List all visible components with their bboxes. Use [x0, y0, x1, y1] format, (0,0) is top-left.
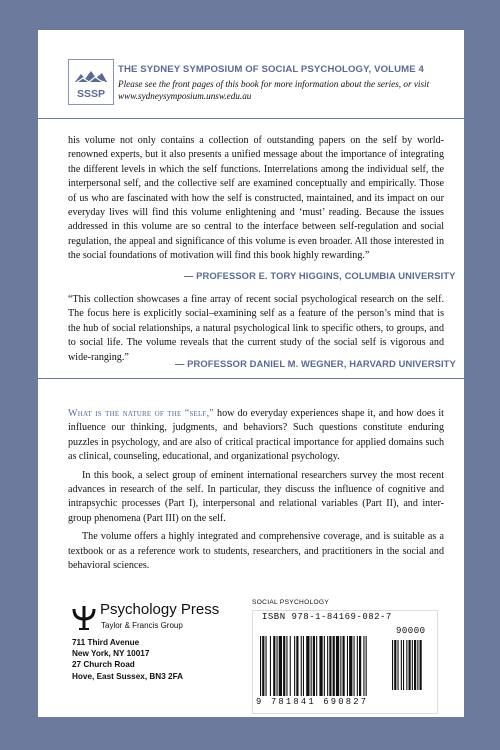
publisher-address — [72, 637, 183, 682]
price-addon-code: 90000 — [396, 626, 426, 636]
barcode-bar — [290, 636, 291, 696]
barcode-bar — [333, 636, 335, 696]
barcode-bar — [303, 636, 304, 696]
isbn-text: ISBN 978-1-84169-082-7 — [262, 612, 392, 622]
address-line: 27 Church Road — [72, 660, 135, 670]
publisher-name: Psychology Press — [100, 601, 220, 618]
addon-bar — [398, 640, 399, 690]
address-line: 711 Third Avenue — [72, 638, 140, 647]
endorsement-1 — [68, 134, 444, 264]
description-paragraph-1 — [68, 407, 444, 465]
barcode-bar — [329, 636, 331, 696]
addon-bar — [406, 640, 407, 690]
barcode-bar — [357, 636, 358, 696]
sssp-logo — [68, 59, 114, 105]
addon-bar — [412, 640, 413, 690]
barcode-bar — [270, 636, 271, 696]
barcode-bar — [266, 636, 267, 696]
description-p1-rest: how do everyday experiences shape it, and how does it influence our thinking, judgments, and behaviors? Such questions constitute enduring puzzles in psychology, and are also of critical practical importance for applied domains such as clinical, counseling, educational, and organizational psychology. — [68, 408, 444, 463]
series-note: Please see the front pages of this book for more information about the series, or visit www.sydneysymposium.unsw.edu.au — [118, 79, 430, 101]
barcode-bar — [273, 636, 275, 696]
barcode-bar — [366, 636, 367, 696]
subject-category: SOCIAL PSYCHOLOGY — [252, 599, 330, 606]
barcode-bar — [347, 636, 348, 696]
addon-bar — [392, 640, 393, 690]
book-description — [68, 407, 444, 577]
endorsement-1-attribution: — PROFESSOR E. TORY HIGGINS, COLUMBIA UNIVERSITY — [184, 270, 456, 281]
barcode-bar — [327, 636, 328, 696]
barcode-number: 9 781841 690827 — [256, 697, 369, 707]
barcode-bar — [316, 636, 317, 696]
barcode-bar — [306, 636, 309, 696]
barcode-bar — [301, 636, 302, 696]
barcode-bar — [286, 636, 287, 696]
barcode-bar — [349, 636, 352, 696]
barcode-bar — [283, 636, 285, 696]
barcode-bar — [324, 636, 325, 696]
description-paragraph-3: The volume offers a highly integrated and comprehensive coverage, and is suitable as a textbook or as a reference work to students, researchers, and practitioners in the social and behavioral sciences. — [68, 531, 444, 572]
addon-bar — [394, 640, 396, 690]
endorsement-2 — [68, 293, 444, 365]
divider-middle — [38, 378, 464, 379]
barcode-bar — [354, 636, 355, 696]
addon-bar — [403, 640, 404, 690]
series-title: THE SYDNEY SYMPOSIUM OF SOCIAL PSYCHOLOGY, VOLUME 4 — [118, 64, 424, 75]
barcode-bar — [294, 636, 295, 696]
addon-bar — [417, 640, 418, 690]
barcode-bar — [336, 636, 339, 696]
sssp-logo-text: SSSP — [76, 88, 106, 100]
addon-bar — [414, 640, 416, 690]
endorsement-1-text: his volume not only contains a collection of outstanding papers on the self by world-renowned experts, but it also presents a unified message about the importance of integrating the different levels in which the self functions. Interrelations among the individual self, the interpersonal self, and the collective self are examined conceptually and empirically. Those of us who are fascinated with how the self is constructed, maintained, and its impact on our everyday lives will find this volume enlightening and ‘must’ reading. Because the issues addressed in this volume are so central to the interface between self-regulation and social regulation, the appeal and significance of this volume is even broader. All those interested in the social foundations of motivation will find this book highly rewarding.” — [68, 135, 444, 262]
barcode-bar — [340, 636, 341, 696]
barcode-bar — [311, 636, 312, 696]
address-line: New York, NY 10017 — [72, 649, 150, 659]
addon-bar — [420, 640, 422, 690]
barcode-bar — [296, 636, 298, 696]
barcode-bar — [260, 636, 261, 696]
barcode-bar — [359, 636, 361, 696]
barcode-bar — [319, 636, 322, 696]
barcode-bar — [277, 636, 278, 696]
endorsement-2-attribution: — PROFESSOR DANIEL M. WEGNER, HARVARD UNIVERSITY — [175, 358, 456, 369]
publisher-imprint: Taylor & Francis Group — [101, 621, 183, 630]
addon-bar — [409, 640, 411, 690]
addon-bar — [401, 640, 402, 690]
barcode-bar — [279, 636, 282, 696]
endorsement-2-text: “This collection showcases a fine array of recent social psychological research on the self. The focus here is explicitly social–examining self as a feature of the person’s mind that is the hub of social relationships, a natural psychological link to specific others, to groups, and to social life. The volume reveals that the current study of the social self is vigorous and wide-ranging.” — [68, 294, 444, 363]
psychology-press-psi-icon — [70, 603, 98, 631]
barcode-bar — [262, 636, 264, 696]
barcode-bar — [313, 636, 315, 696]
barcode-bar — [343, 636, 345, 696]
description-lead-caps: What is the nature of the “self,” — [68, 408, 214, 419]
divider-top — [38, 118, 464, 119]
description-paragraph-2: In this book, a select group of eminent international researchers survey the most recent advances in research of the self. In particular, they discuss the influence of cognitive and intrapsychic processes (Part I), interpersonal and relational variables (Part II), and inter-group phenomena (Part III) on the self. — [68, 469, 444, 524]
address-line: Hove, East Sussex, BN3 2FA — [72, 671, 184, 681]
barcode-bar — [363, 636, 364, 696]
